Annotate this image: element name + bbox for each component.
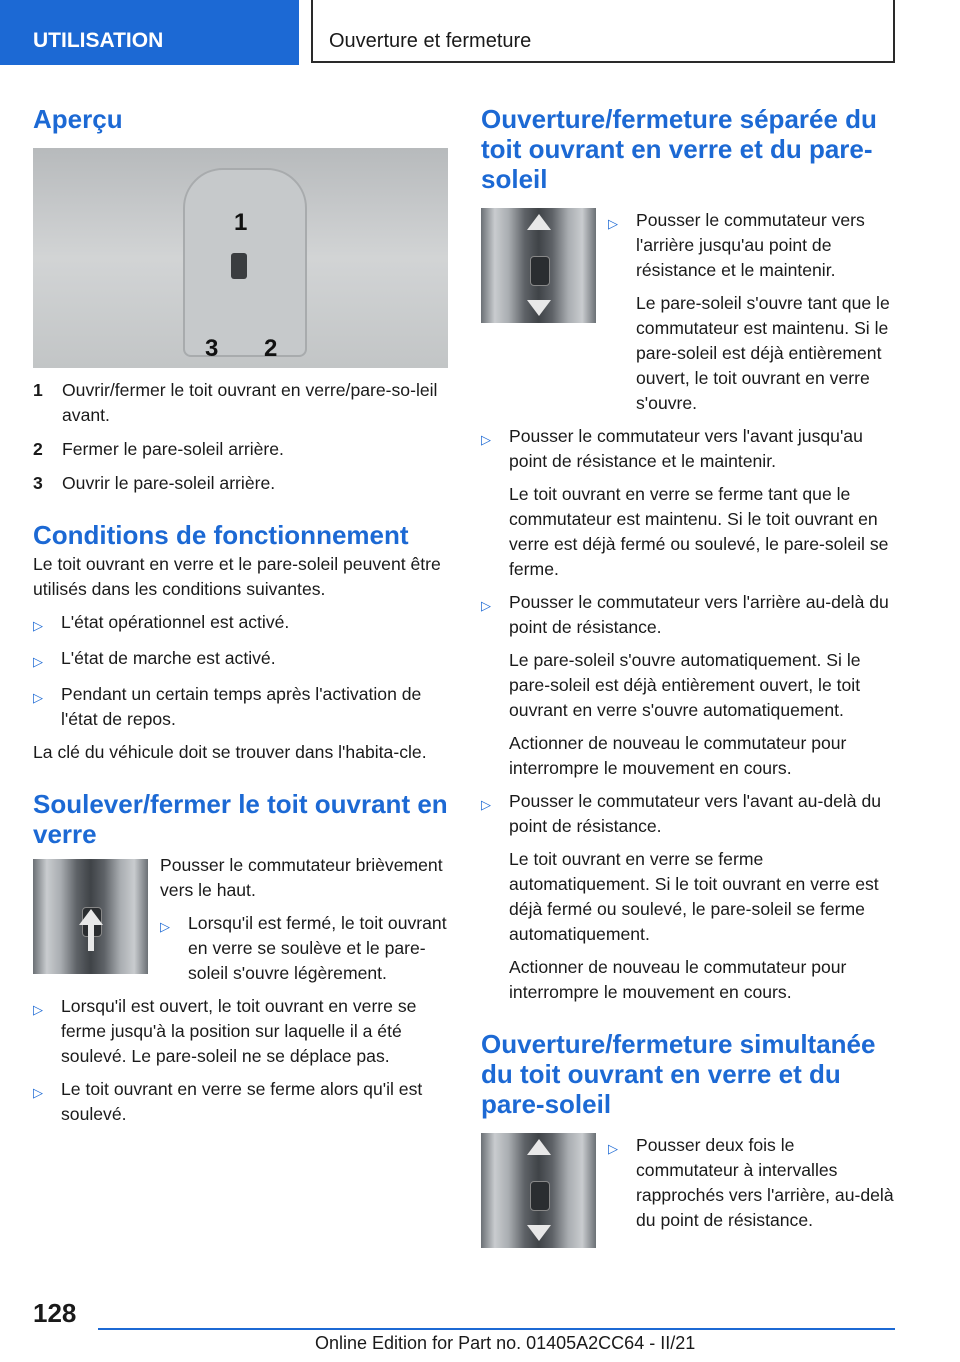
arrow-down-icon <box>527 1225 551 1241</box>
arrow-up-icon <box>527 1139 551 1155</box>
separate-block <box>481 208 894 424</box>
bullet-triangle-icon: ▷ <box>608 1141 618 1156</box>
bullet-triangle-icon: ▷ <box>33 654 43 669</box>
switch-shape <box>231 253 247 279</box>
bullet-triangle-icon: ▷ <box>33 1085 43 1100</box>
switch-up-image <box>33 859 148 974</box>
conditions-heading: Conditions de fonctionnement <box>33 520 409 550</box>
page-number: 128 <box>33 1298 77 1328</box>
list-item: ▷ Lorsqu'il est fermé, le toit ouvrant en verre se soulève et le pare-soleil s'ouvre légèrement. <box>160 911 448 986</box>
bullet-triangle-icon: ▷ <box>33 1002 43 1017</box>
section-tab: UTILISATION <box>0 0 299 65</box>
bullet-triangle-icon: ▷ <box>160 919 170 934</box>
right-column <box>481 104 894 1248</box>
soulever-heading: Soulever/fermer le toit ouvrant en verre <box>33 789 448 849</box>
chapter-title: Ouverture et fermeture <box>311 0 895 63</box>
item-detail: Le pare-soleil s'ouvre tant que le commutateur est maintenu. Si le pare-soleil est déjà entièrement ouvert, le toit ouvrant en verre s'ouvre. <box>636 293 890 413</box>
roof-console-image <box>33 148 448 368</box>
item-detail: Le toit ouvrant en verre se ferme tant que le commutateur est maintenu. Si le toit ouvrant en verre est déjà fermé ou soulevé, le pare-soleil se ferme. <box>509 484 889 579</box>
switch-updown-image <box>481 208 596 323</box>
legend-item: 2 Fermer le pare-soleil arrière. <box>33 439 284 459</box>
list-item: ▷ Pousser le commutateur vers l'avant au-delà du point de résistance. <box>481 789 894 839</box>
item-detail: Actionner de nouveau le commutateur pour interrompre le mouvement en cours. <box>509 957 847 1002</box>
separate-heading: Ouverture/fermeture séparée du toit ouvrant en verre et du pare-soleil <box>481 104 877 194</box>
simultaneous-block <box>481 1133 894 1248</box>
conditions-intro: Le toit ouvrant en verre et le pare-soleil peuvent être utilisés dans les conditions suivantes. <box>33 554 441 599</box>
legend-item: 1 Ouvrir/fermer le toit ouvrant en verre/pare-so-leil avant. <box>33 380 438 425</box>
edition-line: Online Edition for Part no. 01405A2CC64 - II/21 <box>315 1333 696 1353</box>
arrow-up-icon <box>79 909 103 925</box>
simultaneous-heading: Ouverture/fermeture simultanée du toit ouvrant en verre et du pare-soleil <box>481 1029 876 1119</box>
soulever-block <box>33 853 448 994</box>
bullet-triangle-icon: ▷ <box>608 216 618 231</box>
list-item: ▷ L'état de marche est activé. <box>33 646 448 674</box>
bullet-triangle-icon: ▷ <box>481 598 491 613</box>
callout-2: 2 <box>264 335 278 362</box>
callout-3: 3 <box>205 335 219 362</box>
item-detail: Actionner de nouveau le commutateur pour interrompre le mouvement en cours. <box>509 733 847 778</box>
list-item: ▷ Pousser le commutateur vers l'arrière jusqu'au point de résistance et le maintenir. <box>608 208 894 283</box>
list-item: ▷ Lorsqu'il est ouvert, le toit ouvrant en verre se ferme jusqu'à la position sur laquelle il a été soulevé. Le pare-soleil ne se déplace pas. <box>33 994 448 1069</box>
apercu-heading: Aperçu <box>33 104 123 134</box>
legend-list <box>33 378 448 496</box>
legend-item: 3 Ouvrir le pare-soleil arrière. <box>33 473 276 493</box>
switch-updown-image <box>481 1133 596 1248</box>
bullet-triangle-icon: ▷ <box>481 432 491 447</box>
list-item: ▷ Pousser deux fois le commutateur à intervalles rapprochés vers l'arrière, au-delà du point de résistance. <box>608 1133 894 1233</box>
list-item: ▷ Pendant un certain temps après l'activation de l'état de repos. <box>33 682 448 732</box>
conditions-note: La clé du véhicule doit se trouver dans l'habita-cle. <box>33 742 427 762</box>
footer-divider <box>98 1328 895 1330</box>
list-item: ▷ Pousser le commutateur vers l'avant jusqu'au point de résistance et le maintenir. <box>481 424 894 474</box>
item-detail: Le toit ouvrant en verre se ferme automatiquement. Si le toit ouvrant en verre est déjà fermé ou soulevé, le pare-soleil se ferme automatiquement. <box>509 849 879 944</box>
item-detail: Le pare-soleil s'ouvre automatiquement. Si le pare-soleil est déjà entièrement ouvert, le toit ouvrant en verre s'ouvre automatiquement. <box>509 650 861 720</box>
soulever-intro: Pousser le commutateur brièvement vers le haut. <box>160 855 443 900</box>
left-column <box>33 104 448 1135</box>
list-item: ▷ Pousser le commutateur vers l'arrière au-delà du point de résistance. <box>481 590 894 640</box>
bullet-triangle-icon: ▷ <box>33 618 43 633</box>
list-item: ▷ L'état opérationnel est activé. <box>33 610 448 638</box>
list-item: ▷ Le toit ouvrant en verre se ferme alors qu'il est soulevé. <box>33 1077 448 1127</box>
bullet-triangle-icon: ▷ <box>33 690 43 705</box>
arrow-down-icon <box>527 300 551 316</box>
bullet-triangle-icon: ▷ <box>481 797 491 812</box>
arrow-up-icon <box>527 214 551 230</box>
callout-1: 1 <box>234 209 248 236</box>
